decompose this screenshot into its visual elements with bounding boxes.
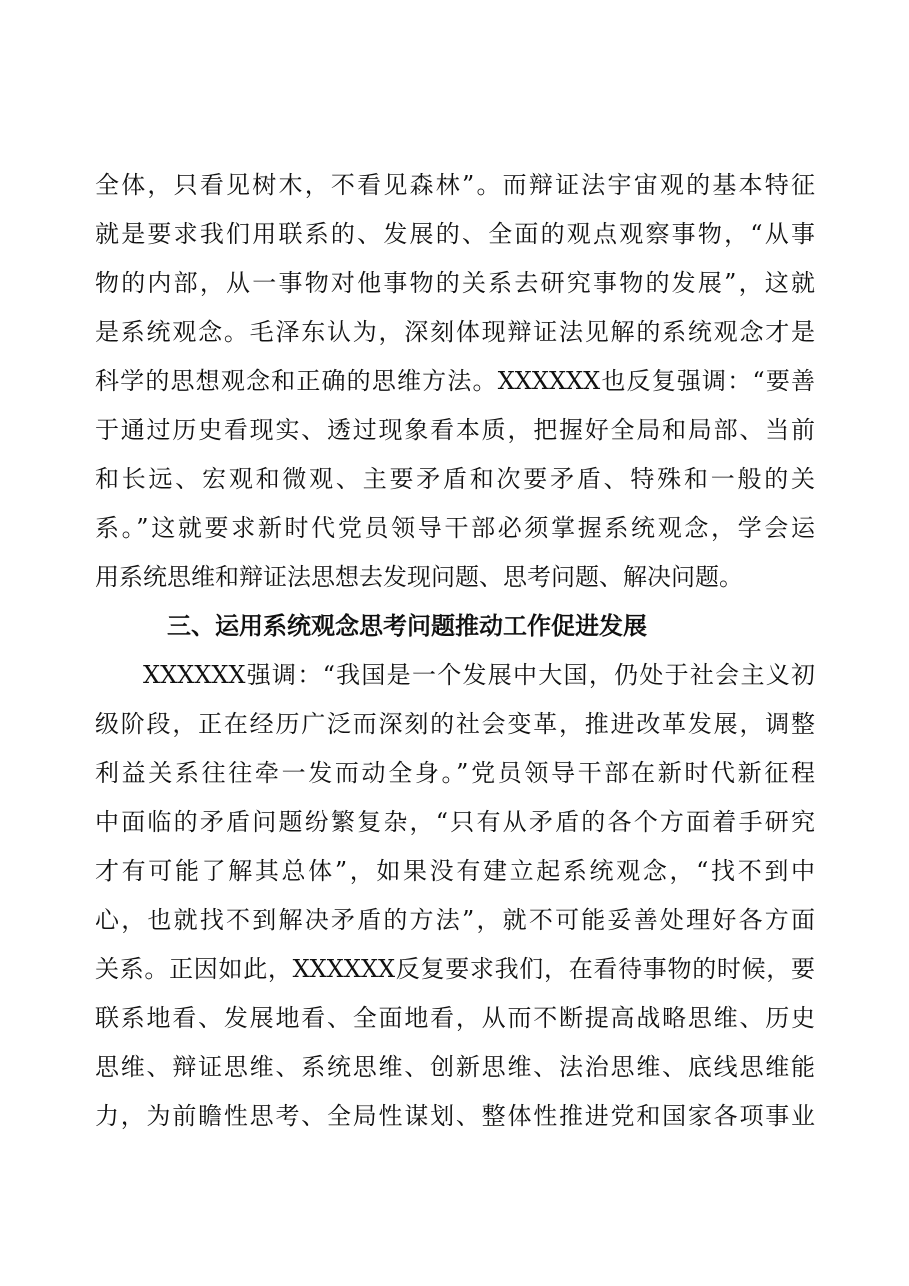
- paragraph-line: 关系。正因如此，XXXXXX反复要求我们，在看待事物的时候，要: [95, 955, 815, 983]
- paragraph-line: 于通过历史看现实、透过现象看本质，把握好全局和局部、当前: [95, 416, 815, 444]
- paragraph-line: 物的内部，从一事物对他事物的关系去研究事物的发展”，这就: [95, 269, 815, 297]
- paragraph-1: [95, 161, 815, 602]
- paragraph-line: 联系地看、发展地看、全面地看，从而不断提高战略思维、历史: [95, 1004, 815, 1032]
- paragraph-line: 级阶段，正在经历广泛而深刻的社会变革，推进改革发展，调整: [95, 710, 815, 738]
- paragraph-line: 就是要求我们用联系的、发展的、全面的观点观察事物，“从事: [95, 220, 815, 248]
- paragraph-line: 中面临的矛盾问题纷繁复杂，“只有从矛盾的各个方面着手研究: [95, 808, 815, 836]
- paragraph-line: 用系统思维和辩证法思想去发现问题、思考问题、解决问题。: [95, 563, 743, 591]
- paragraph-line: 心，也就找不到解决矛盾的方法”，就不可能妥善处理好各方面: [95, 906, 815, 934]
- paragraph-line: 系。”这就要求新时代党员领导干部必须掌握系统观念，学会运: [95, 514, 815, 542]
- paragraph-line: 全体，只看见树木，不看见森林”。而辩证法宇宙观的基本特征: [95, 171, 815, 199]
- paragraph-2: [95, 651, 815, 1141]
- paragraph-line: 是系统观念。毛泽东认为，深刻体现辩证法见解的系统观念才是: [95, 318, 815, 346]
- paragraph-line: 和长远、宏观和微观、主要矛盾和次要矛盾、特殊和一般的关: [95, 465, 815, 493]
- paragraph-line: XXXXXX强调：“我国是一个发展中大国，仍处于社会主义初: [143, 661, 815, 689]
- paragraph-line: 利益关系往往牵一发而动全身。”党员领导干部在新时代新征程: [95, 759, 815, 787]
- document-body: [95, 161, 815, 1141]
- section-heading: 三、运用系统观念思考问题推动工作促进发展: [167, 612, 647, 640]
- paragraph-line: 力，为前瞻性思考、全局性谋划、整体性推进党和国家各项事业: [95, 1102, 815, 1130]
- paragraph-line: 科学的思想观念和正确的思维方法。XXXXXX也反复强调：“要善: [95, 367, 815, 395]
- paragraph-line: 思维、辩证思维、系统思维、创新思维、法治思维、底线思维能: [95, 1053, 815, 1081]
- paragraph-line: 才有可能了解其总体”，如果没有建立起系统观念，“找不到中: [95, 857, 815, 885]
